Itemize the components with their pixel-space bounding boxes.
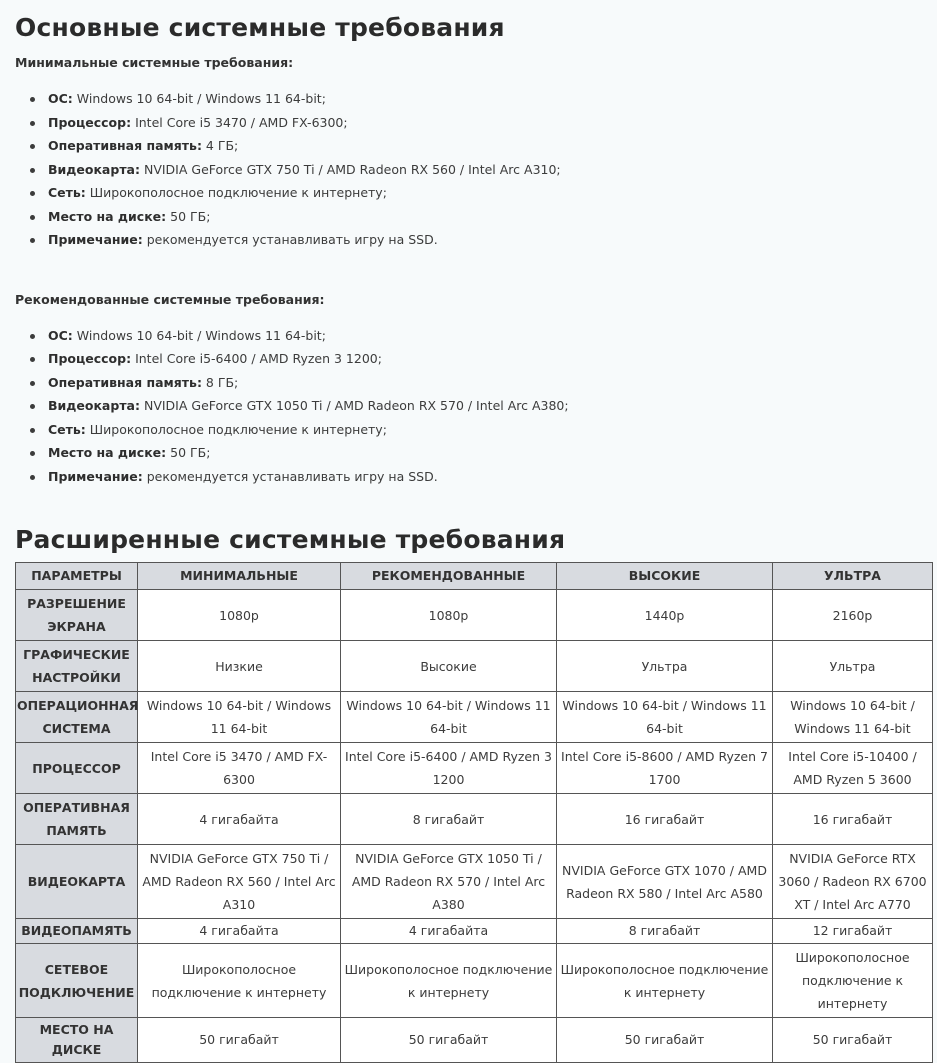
list-item (15, 205, 932, 229)
list-item-value: 50 ГБ; (166, 445, 211, 460)
table-cell: 50 гигабайт (773, 1018, 933, 1063)
table-row (16, 919, 933, 944)
table-cell: 16 гигабайт (557, 794, 773, 845)
list-item-label: Оперативная память: (48, 138, 202, 153)
table-cell: 1440p (557, 590, 773, 641)
table-cell: Ультра (557, 641, 773, 692)
list-item-value: Intel Core i5 3470 / AMD FX-6300; (131, 114, 348, 130)
table-cell: Низкие (138, 641, 341, 692)
list-item (15, 87, 932, 111)
row-header: ОПЕРАТИВНАЯ ПАМЯТЬ (16, 794, 138, 845)
table-row (16, 590, 933, 641)
table-cell: NVIDIA GeForce GTX 1070 / AMD Radeon RX 580 / Intel Arc A580 (557, 845, 773, 919)
table-cell: Широкополосное подключение к интернету (138, 944, 341, 1018)
list-item-label: Процессор: (48, 351, 132, 366)
row-header: ОПЕРАЦИОННАЯ СИСТЕМА (16, 692, 138, 743)
table-cell: Windows 10 64-bit / Windows 11 64-bit (557, 692, 773, 743)
table-cell: Intel Core i5-8600 / AMD Ryzen 7 1700 (557, 743, 773, 794)
minimum-requirements-list (15, 87, 932, 252)
basic-requirements-title: Основные системные требования (15, 13, 505, 42)
table-cell: 4 гигабайта (138, 919, 341, 944)
list-item (15, 465, 932, 489)
row-header: ПРОЦЕССОР (16, 743, 138, 794)
recommended-requirements-heading: Рекомендованные системные требования: (15, 291, 325, 307)
list-item-value: NVIDIA GeForce GTX 1050 Ti / AMD Radeon RX 570 / Intel Arc A380; (140, 398, 569, 413)
table-cell: 16 гигабайт (773, 794, 933, 845)
row-header: СЕТЕВОЕ ПОДКЛЮЧЕНИЕ (16, 944, 138, 1018)
list-item (15, 441, 932, 465)
table-cell: Intel Core i5-6400 / AMD Ryzen 3 1200 (341, 743, 557, 794)
table-cell: Широкополосное подключение к интернету (773, 944, 933, 1018)
list-item-value: рекомендуется устанавливать игру на SSD. (142, 468, 438, 484)
table-row (16, 1018, 933, 1063)
row-header: РАЗРЕШЕНИЕ ЭКРАНА (16, 590, 138, 641)
list-item-value: рекомендуется устанавливать игру на SSD. (142, 232, 438, 247)
table-header-row (16, 563, 933, 590)
table-cell: Windows 10 64-bit / Windows 11 64-bit (138, 692, 341, 743)
table-cell: 50 гигабайт (341, 1018, 557, 1063)
extended-requirements-title: Расширенные системные требования (15, 525, 566, 554)
minimum-requirements-heading: Минимальные системные требования: (15, 55, 294, 70)
list-item-value: Широкополосное подключение к интернету; (85, 185, 387, 200)
article-content (15, 0, 932, 1063)
list-item-value: NVIDIA GeForce GTX 750 Ti / AMD Radeon RX 560 / Intel Arc A310; (140, 161, 561, 177)
table-cell: Широкополосное подключение к интернету (341, 944, 557, 1018)
list-item-value: 8 ГБ; (201, 374, 239, 390)
column-header: РЕКОМЕНДОВАННЫЕ (341, 563, 557, 590)
list-item-label: Место на диске: (48, 445, 167, 460)
list-item-value: Intel Core i5-6400 / AMD Ryzen 3 1200; (131, 351, 382, 366)
table-row (16, 845, 933, 919)
table-cell: Intel Core i5 3470 / AMD FX-6300 (138, 743, 341, 794)
list-item-value: Windows 10 64-bit / Windows 11 64-bit; (72, 327, 326, 343)
column-header: МИНИМАЛЬНЫЕ (138, 563, 341, 590)
column-header: УЛЬТРА (773, 563, 933, 590)
table-cell: Широкополосное подключение к интернету (557, 944, 773, 1018)
table-cell: Windows 10 64-bit / Windows 11 64-bit (773, 692, 933, 743)
list-item-label: Сеть: (48, 185, 86, 200)
table-cell: 2160p (773, 590, 933, 641)
table-cell: 12 гигабайт (773, 919, 933, 944)
table-cell: 4 гигабайта (341, 919, 557, 944)
list-item-label: Видеокарта: (48, 161, 140, 177)
list-item (15, 111, 932, 135)
recommended-requirements-list (15, 324, 932, 489)
list-item (15, 134, 932, 158)
table-cell: 1080p (138, 590, 341, 641)
table-cell: 1080p (341, 590, 557, 641)
row-header: ВИДЕОПАМЯТЬ (16, 919, 138, 944)
table-cell: 8 гигабайт (557, 919, 773, 944)
table-row (16, 794, 933, 845)
list-item (15, 371, 932, 395)
table-row (16, 944, 933, 1018)
table-row (16, 743, 933, 794)
extended-requirements-table (15, 562, 933, 1063)
list-item-label: Видеокарта: (48, 398, 140, 413)
list-item (15, 324, 932, 348)
table-cell: 8 гигабайт (341, 794, 557, 845)
list-item-value: 4 ГБ; (201, 138, 239, 153)
list-item (15, 228, 932, 252)
list-item (15, 347, 932, 371)
table-cell: NVIDIA GeForce GTX 1050 Ti / AMD Radeon RX 570 / Intel Arc A380 (341, 845, 557, 919)
row-header: ГРАФИЧЕСКИЕ НАСТРОЙКИ (16, 641, 138, 692)
list-item-label: ОС: (48, 91, 73, 106)
list-item (15, 181, 932, 205)
column-header: ПАРАМЕТРЫ (16, 563, 138, 590)
table-row (16, 641, 933, 692)
list-item-label: Процессор: (48, 114, 132, 130)
table-cell: 4 гигабайта (138, 794, 341, 845)
row-header: МЕСТО НА ДИСКЕ (16, 1018, 138, 1063)
table-cell: 50 гигабайт (138, 1018, 341, 1063)
column-header: ВЫСОКИЕ (557, 563, 773, 590)
list-item-label: Примечание: (48, 468, 143, 484)
table-cell: Ультра (773, 641, 933, 692)
row-header: ВИДЕОКАРТА (16, 845, 138, 919)
list-item (15, 418, 932, 442)
list-item-value: Широкополосное подключение к интернету; (85, 421, 387, 437)
table-cell: NVIDIA GeForce RTX 3060 / Radeon RX 6700 XT / Intel Arc A770 (773, 845, 933, 919)
table-cell: Windows 10 64-bit / Windows 11 64-bit (341, 692, 557, 743)
list-item-label: Оперативная память: (48, 374, 202, 390)
table-row (16, 692, 933, 743)
list-item-value: 50 ГБ; (166, 208, 211, 224)
table-cell: NVIDIA GeForce GTX 750 Ti / AMD Radeon RX 560 / Intel Arc A310 (138, 845, 341, 919)
table-cell: Высокие (341, 641, 557, 692)
list-item-label: Примечание: (48, 232, 143, 247)
table-cell: 50 гигабайт (557, 1018, 773, 1063)
list-item (15, 158, 932, 182)
list-item-label: Сеть: (48, 421, 86, 437)
list-item-label: ОС: (48, 327, 73, 343)
table-cell: Intel Core i5-10400 / AMD Ryzen 5 3600 (773, 743, 933, 794)
list-item-label: Место на диске: (48, 208, 167, 224)
list-item (15, 394, 932, 418)
list-item-value: Windows 10 64-bit / Windows 11 64-bit; (72, 91, 326, 106)
